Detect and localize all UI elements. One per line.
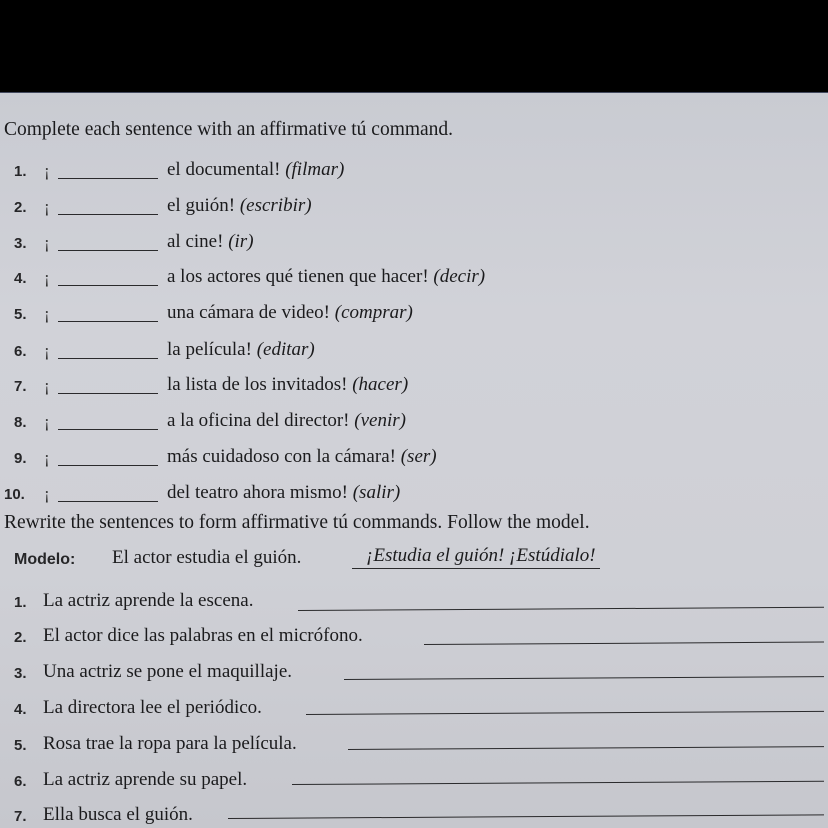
item-sentence [167,231,254,253]
item-sentence [167,195,312,217]
inverted-exclamation: ¡ [44,268,50,287]
item-number: 7. [14,378,27,395]
inverted-exclamation: ¡ [44,341,50,360]
verb-hint: (hacer) [352,374,409,395]
worksheet-page [0,93,828,828]
item-sentence: La directora lee el periódico. [43,697,262,718]
item-sentence [167,159,344,181]
item-sentence [167,446,437,468]
inverted-exclamation: ¡ [44,161,50,180]
verb-hint: (comprar) [334,302,413,323]
verb-hint: (salir) [352,482,401,503]
answer-blank[interactable] [58,465,158,466]
inverted-exclamation: ¡ [44,233,50,252]
instructions-part-b: Rewrite the sentences to form affirmative tú commands. Follow the model. [4,512,590,533]
answer-blank[interactable] [58,321,158,322]
modelo-label: Modelo: [14,551,76,568]
sentence-text: del teatro ahora mismo! [167,482,348,503]
sentence-text: al cine! [167,231,224,252]
verb-hint: (ser) [400,446,437,467]
item-sentence [167,339,315,361]
answer-blank[interactable] [58,178,158,179]
inverted-exclamation: ¡ [44,412,50,431]
item-number: 4. [14,270,27,287]
answer-blank[interactable] [58,250,158,251]
inverted-exclamation: ¡ [44,484,50,503]
sentence-text: el documental! [167,159,281,180]
verb-hint: (ir) [228,231,254,252]
modelo-answer: ¡Estudia el guión! ¡Estúdialo! [352,545,600,569]
item-sentence: Ella busca el guión. [43,804,193,825]
item-number: 6. [14,773,27,790]
item-sentence [167,374,408,396]
item-sentence: Rosa trae la ropa para la película. [43,733,297,754]
answer-blank[interactable] [58,214,158,215]
verb-hint: (decir) [433,266,486,287]
item-number: 4. [14,701,27,718]
answer-line[interactable] [424,642,824,645]
item-number: 1. [14,163,27,180]
inverted-exclamation: ¡ [44,197,50,216]
answer-line[interactable] [292,781,824,785]
answer-blank[interactable] [58,285,158,286]
sentence-text: más cuidadoso con la cámara! [167,446,396,467]
item-number: 3. [14,235,27,252]
sentence-text: la lista de los invitados! [167,374,348,395]
inverted-exclamation: ¡ [44,376,50,395]
verb-hint: (venir) [354,410,406,431]
item-sentence [167,482,400,504]
item-number: 3. [14,665,27,682]
item-number: 2. [14,629,27,646]
verb-hint: (filmar) [285,159,345,180]
answer-line[interactable] [348,746,824,750]
item-number: 5. [14,306,27,323]
modelo-sentence: El actor estudia el guión. [112,547,302,568]
item-number: 9. [14,450,27,467]
answer-line[interactable] [298,607,824,611]
verb-hint: (escribir) [239,195,312,216]
sentence-text: una cámara de video! [167,302,330,323]
answer-blank[interactable] [58,358,158,359]
answer-line[interactable] [344,676,824,680]
item-sentence: La actriz aprende la escena. [43,590,254,611]
item-sentence: El actor dice las palabras en el micrófono. [43,625,363,646]
verb-hint: (editar) [256,339,315,360]
sentence-text: la película! [167,339,252,360]
item-number: 8. [14,414,27,431]
answer-line[interactable] [228,814,824,819]
instructions-part-a: Complete each sentence with an affirmative tú command. [4,119,454,140]
inverted-exclamation: ¡ [44,304,50,323]
item-number: 6. [14,343,27,360]
answer-blank[interactable] [58,501,158,502]
answer-line[interactable] [306,711,824,715]
item-sentence [167,302,413,324]
item-number: 7. [14,808,27,825]
item-sentence: La actriz aprende su papel. [43,769,248,790]
item-sentence [167,266,485,288]
item-sentence [167,410,406,432]
sentence-text: a los actores qué tienen que hacer! [167,266,429,287]
item-number: 5. [14,737,27,754]
item-number: 10. [4,486,25,503]
answer-blank[interactable] [58,429,158,430]
sentence-text: a la oficina del director! [167,410,350,431]
item-sentence: Una actriz se pone el maquillaje. [43,661,293,682]
item-number: 2. [14,199,27,216]
answer-blank[interactable] [58,393,158,394]
sentence-text: el guión! [167,195,236,216]
item-number: 1. [14,594,27,611]
inverted-exclamation: ¡ [44,448,50,467]
